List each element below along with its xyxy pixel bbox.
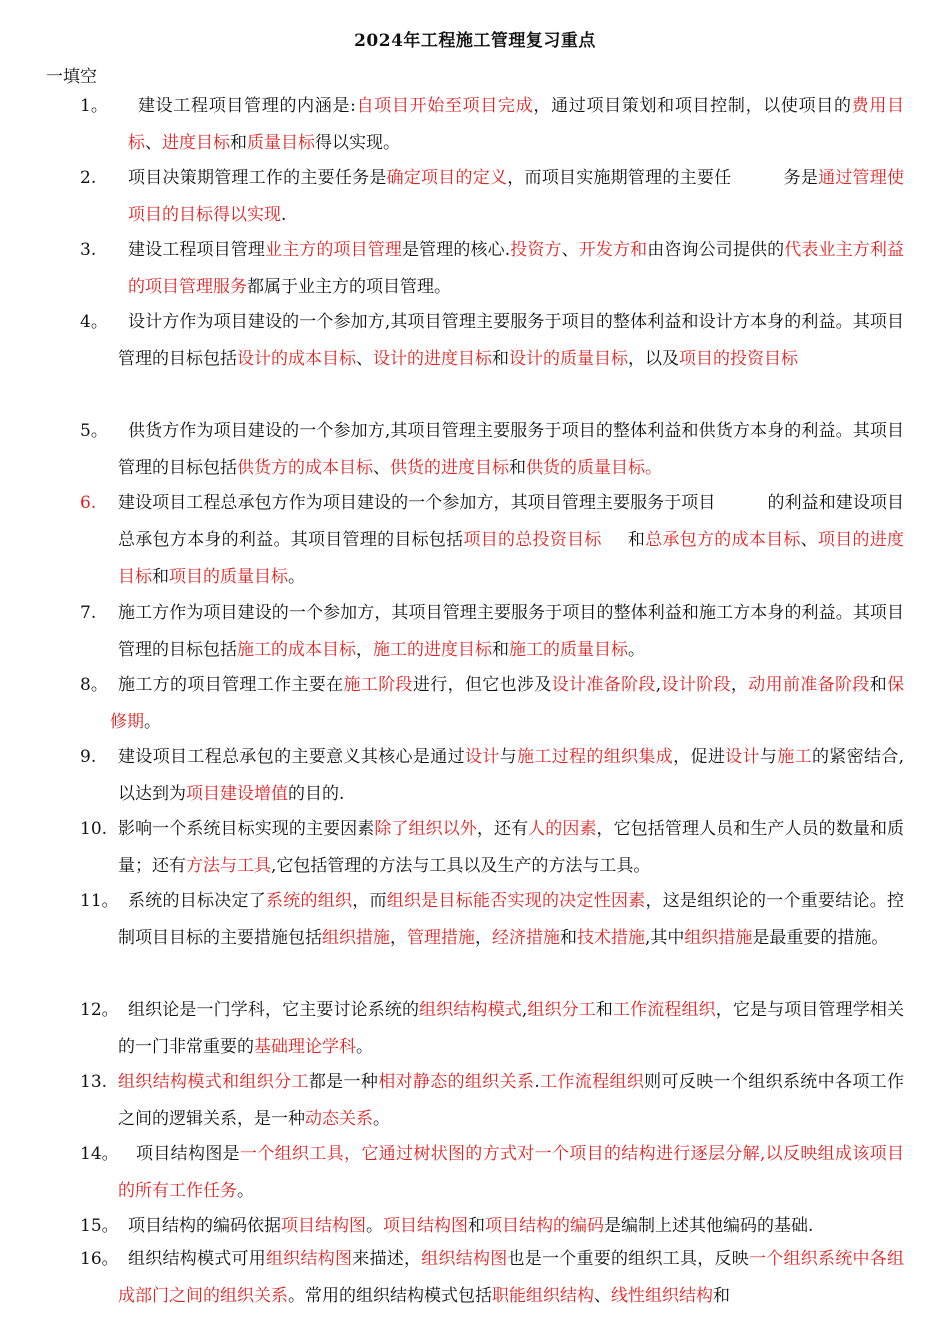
highlighted-term: 开发方和 — [578, 240, 648, 260]
body-text: 都是一种 — [308, 1072, 379, 1092]
highlighted-term: 施工的质量目标 — [509, 640, 628, 660]
highlighted-term: 职能组织结构 — [492, 1286, 594, 1306]
highlighted-term: 项目的进度目标 — [118, 530, 905, 587]
body-text: 建设项目工程总承包的主要意义其核心是通过 — [118, 747, 465, 767]
item-text — [118, 1064, 904, 1138]
highlighted-term: 供货的进度目标 — [390, 458, 509, 478]
body-text: 。 — [144, 712, 161, 732]
item-number: 9. — [80, 747, 97, 767]
item-text — [128, 232, 904, 306]
body-text: 和 — [152, 567, 169, 587]
item-number: 13. — [80, 1072, 108, 1092]
body-text: 施工方作为项目建设的一个参加方，其项目管理主要服务于项目的整体利益和施工方本身的利益。其项目管理的目标包括 — [118, 603, 904, 660]
highlighted-term: 项目的总投资目标 — [463, 530, 602, 550]
highlighted-term: 方法与工具 — [186, 856, 271, 876]
item-number: 11。 — [80, 891, 119, 911]
highlighted-term: 相对静态的组织关系 — [378, 1072, 535, 1092]
highlighted-term: 保修期 — [110, 675, 905, 732]
item-text — [128, 160, 904, 234]
body-text: 的利益和建设项目总承包方本身的利益。其项目管理的目标包括 — [118, 493, 905, 550]
body-text: 组织结构模式可用 — [128, 1249, 266, 1269]
item-text — [118, 485, 904, 596]
body-text: 和 — [595, 1000, 614, 1020]
body-text: ，促进 — [673, 747, 726, 767]
body-text: 、 — [561, 240, 579, 260]
highlighted-term: 设计的质量目标 — [509, 349, 628, 369]
body-text: 建设工程项目管理的内涵是: — [138, 96, 356, 116]
body-text: 则可反映一个组织系统中各项工作之间的逻辑关系，是一种 — [118, 1072, 905, 1129]
highlighted-term: 项目结构的编码 — [485, 1216, 604, 1236]
body-text: 是编制上述其他编码的基础. — [604, 1216, 814, 1236]
body-text: 是最重要的措施。 — [752, 928, 889, 948]
body-text: 组织论是一门学科，它主要讨论系统的 — [128, 1000, 420, 1020]
highlighted-term: 一个组织系统中各组成部门之间的组织关系 — [118, 1249, 904, 1306]
body-text: 。 — [366, 1216, 383, 1236]
body-text: 、 — [800, 530, 818, 550]
body-text: 和 — [492, 349, 509, 369]
highlighted-term: 费用目标 — [128, 96, 905, 153]
body-text: 。常用的组织结构模式包括 — [288, 1286, 492, 1306]
highlighted-term: 组织分工 — [527, 1000, 596, 1020]
highlighted-term: 施工的成本目标 — [237, 640, 356, 660]
body-text: 得以实现。 — [315, 133, 400, 153]
highlighted-term: 工作流程组织 — [539, 1072, 645, 1092]
body-text: ，这是组织论的一个重要结论。控制项目目标的主要措施包括 — [118, 891, 904, 948]
body-text: 、 — [356, 349, 373, 369]
highlighted-term: 业主方的项目管理 — [265, 240, 402, 260]
body-text: 与 — [759, 747, 778, 767]
item-number: 16。 — [80, 1249, 119, 1269]
body-text: ， — [730, 675, 749, 695]
body-text: 和 — [869, 675, 888, 695]
body-text: 和 — [560, 928, 577, 948]
highlighted-term: 项目的投资目标 — [679, 349, 798, 369]
body-text: ，它包括管理人员和生产人员的数量和质量；还有 — [118, 819, 905, 876]
body-text: 与 — [499, 747, 517, 767]
body-text: 、 — [594, 1286, 611, 1306]
body-text: 。 — [373, 1109, 390, 1129]
item-text — [118, 1208, 904, 1245]
highlighted-term: 设计的进度目标 — [373, 349, 492, 369]
item-text — [118, 1241, 904, 1315]
item-text — [118, 595, 904, 669]
body-text: 务是 — [783, 168, 819, 188]
body-text: 进行，但它也涉及 — [412, 675, 552, 695]
body-text: , — [655, 675, 662, 695]
highlighted-term: 设计的成本目标 — [237, 349, 356, 369]
highlighted-term: 施工的进度目标 — [373, 640, 492, 660]
body-text: ， — [475, 928, 492, 948]
highlighted-term: 系统的组织 — [266, 891, 353, 911]
item-number: 14。 — [80, 1144, 119, 1164]
body-text: ,其中 — [645, 928, 685, 948]
highlighted-term: 代表业主方利益的项目管理服务 — [128, 240, 905, 297]
highlighted-term: 工作流程组织 — [613, 1000, 716, 1020]
highlighted-term: 投资方 — [510, 240, 562, 260]
body-text: 。 — [628, 640, 645, 660]
item-text — [118, 1136, 904, 1210]
item-text — [118, 992, 904, 1066]
body-text: 施工方的项目管理工作主要在 — [118, 675, 344, 695]
body-text: 和 — [627, 530, 646, 550]
body-text: 。 — [356, 1037, 373, 1057]
body-text: 建设项目工程总承包方作为项目建设的一个参加方，其项目管理主要服务于项目 — [118, 493, 716, 513]
body-text: , — [521, 1000, 528, 1020]
highlighted-term: 确定项目的定义 — [386, 168, 508, 188]
body-text: 系统的目标决定了 — [128, 891, 266, 911]
highlighted-term: 基础理论学科 — [254, 1037, 356, 1057]
highlighted-term: 设计阶段 — [661, 675, 731, 695]
item-text — [118, 739, 904, 813]
highlighted-term: 项目结构图 — [383, 1216, 468, 1236]
item-number: 3. — [80, 240, 97, 260]
item-number: 12。 — [80, 1000, 119, 1020]
item-number: 4。 — [80, 312, 108, 332]
highlighted-term: 动用前准备阶段 — [748, 675, 870, 695]
highlighted-term: 设计准备阶段 — [551, 675, 656, 695]
highlighted-term: 技术措施 — [577, 928, 645, 948]
body-text: 、 — [145, 133, 162, 153]
body-text: 和 — [230, 133, 247, 153]
highlighted-term: 施工阶段 — [343, 675, 413, 695]
item-text — [118, 413, 904, 487]
body-text: 、 — [373, 458, 390, 478]
body-text: ，以及 — [628, 349, 679, 369]
item-number: 7. — [80, 603, 97, 623]
body-text: ,它包括管理的方法与工具以及生产的方法与工具。 — [271, 856, 651, 876]
body-text: 和 — [509, 458, 526, 478]
highlighted-term: 项目结构图 — [281, 1216, 366, 1236]
highlighted-term: 质量目标 — [247, 133, 315, 153]
highlighted-term: 组织是目标能否实现的决定性因素 — [386, 891, 646, 911]
body-text: 由咨询公司提供的 — [647, 240, 785, 260]
body-text: 和 — [468, 1216, 485, 1236]
highlighted-term: 供货方的成本目标 — [237, 458, 373, 478]
highlighted-term: 组织措施 — [684, 928, 753, 948]
body-text: 。 — [288, 567, 305, 587]
item-number: 6. — [80, 493, 97, 513]
body-text: 也是一个重要的组织工具，反映 — [507, 1249, 749, 1269]
highlighted-term: 进度目标 — [162, 133, 230, 153]
body-text: 影响一个系统目标实现的主要因素 — [118, 819, 375, 839]
highlighted-term: 组织结构模式 — [419, 1000, 522, 1020]
body-text: 设计方作为项目建设的一个参加方,其项目管理主要服务于项目的整体利益和设计方本身的利益。其项目管理的目标包括 — [118, 312, 904, 369]
highlighted-term: 供货的质量目标。 — [526, 458, 662, 478]
body-text: ，它是与项目管理学相关的一门非常重要的 — [118, 1000, 905, 1057]
highlighted-term: 设计 — [464, 747, 500, 767]
item-text — [110, 667, 904, 741]
highlighted-term: 组织结构模式和组织分工 — [118, 1072, 309, 1092]
body-text: 的目的. — [288, 784, 345, 804]
item-text — [118, 811, 904, 885]
highlighted-term: 管理措施 — [407, 928, 475, 948]
highlighted-term: 除了组织以外 — [374, 819, 477, 839]
body-text: ，通过项目策划和项目控制，以使项目的 — [533, 96, 852, 116]
highlighted-term: 总承包方的成本目标 — [645, 530, 801, 550]
body-text: 和 — [492, 640, 509, 660]
body-text: 项目决策期管理工作的主要任务是 — [128, 168, 387, 188]
body-text: 是管理的核心. — [402, 240, 511, 260]
body-text: ， — [356, 640, 373, 660]
highlighted-term: 组织结构图 — [421, 1249, 508, 1269]
highlighted-term: 组织措施 — [322, 928, 390, 948]
item-number: 1。 — [80, 96, 108, 116]
body-text: 项目结构图是 — [136, 1144, 240, 1164]
body-text: . — [534, 1072, 540, 1092]
body-text: 供货方作为项目建设的一个参加方,其项目管理主要服务于项目的整体利益和供货方本身的利益。其项目管理的目标包括 — [118, 421, 904, 478]
highlighted-term: 自项目开始至项目完成 — [355, 96, 534, 116]
body-text: 都属于业主方的项目管理。 — [247, 277, 451, 297]
item-number: 15。 — [80, 1216, 119, 1236]
body-text: ，而项目实施期管理的主要任 — [507, 168, 732, 188]
body-text: . — [281, 205, 287, 225]
section-heading: 一填空 — [46, 67, 97, 87]
item-number: 10. — [80, 819, 108, 839]
body-text: 。 — [237, 1181, 254, 1201]
item-text — [128, 88, 904, 162]
item-number: 8。 — [80, 675, 108, 695]
highlighted-term: 线性组织结构 — [611, 1286, 713, 1306]
item-text — [118, 304, 904, 378]
body-text: ， — [390, 928, 407, 948]
highlighted-term: 人的因素 — [528, 819, 597, 839]
highlighted-term: 项目的质量目标 — [169, 567, 288, 587]
body-text: 和 — [713, 1286, 730, 1306]
body-text: 项目结构的编码依据 — [128, 1216, 281, 1236]
highlighted-term: 组织结构图 — [266, 1249, 353, 1269]
body-text: ，还有 — [476, 819, 529, 839]
item-number: 5。 — [80, 421, 108, 441]
item-number: 2. — [80, 168, 97, 188]
highlighted-term: 项目建设增值 — [186, 784, 288, 804]
page-title: 2024年工程施工管理复习重点 — [354, 31, 596, 51]
highlighted-term: 一个组织工具，它通过树状图的方式对一个项目的结构进行逐层分解,以反映组成该项目的所有工作任务 — [118, 1144, 905, 1201]
highlighted-term: 施工 — [777, 747, 812, 767]
highlighted-term: 经济措施 — [492, 928, 560, 948]
body-text: ，而 — [352, 891, 387, 911]
item-text — [118, 883, 904, 957]
highlighted-term: 动态关系 — [305, 1109, 373, 1129]
highlighted-term: 施工过程的组织集成 — [517, 747, 674, 767]
body-text: 建设工程项目管理 — [128, 240, 265, 260]
highlighted-term: 通过管理使项目的目标得以实现 — [128, 168, 905, 225]
highlighted-term: 设计 — [725, 747, 760, 767]
body-text: 的紧密结合,以达到为 — [118, 747, 905, 804]
body-text: 来描述， — [352, 1249, 422, 1269]
